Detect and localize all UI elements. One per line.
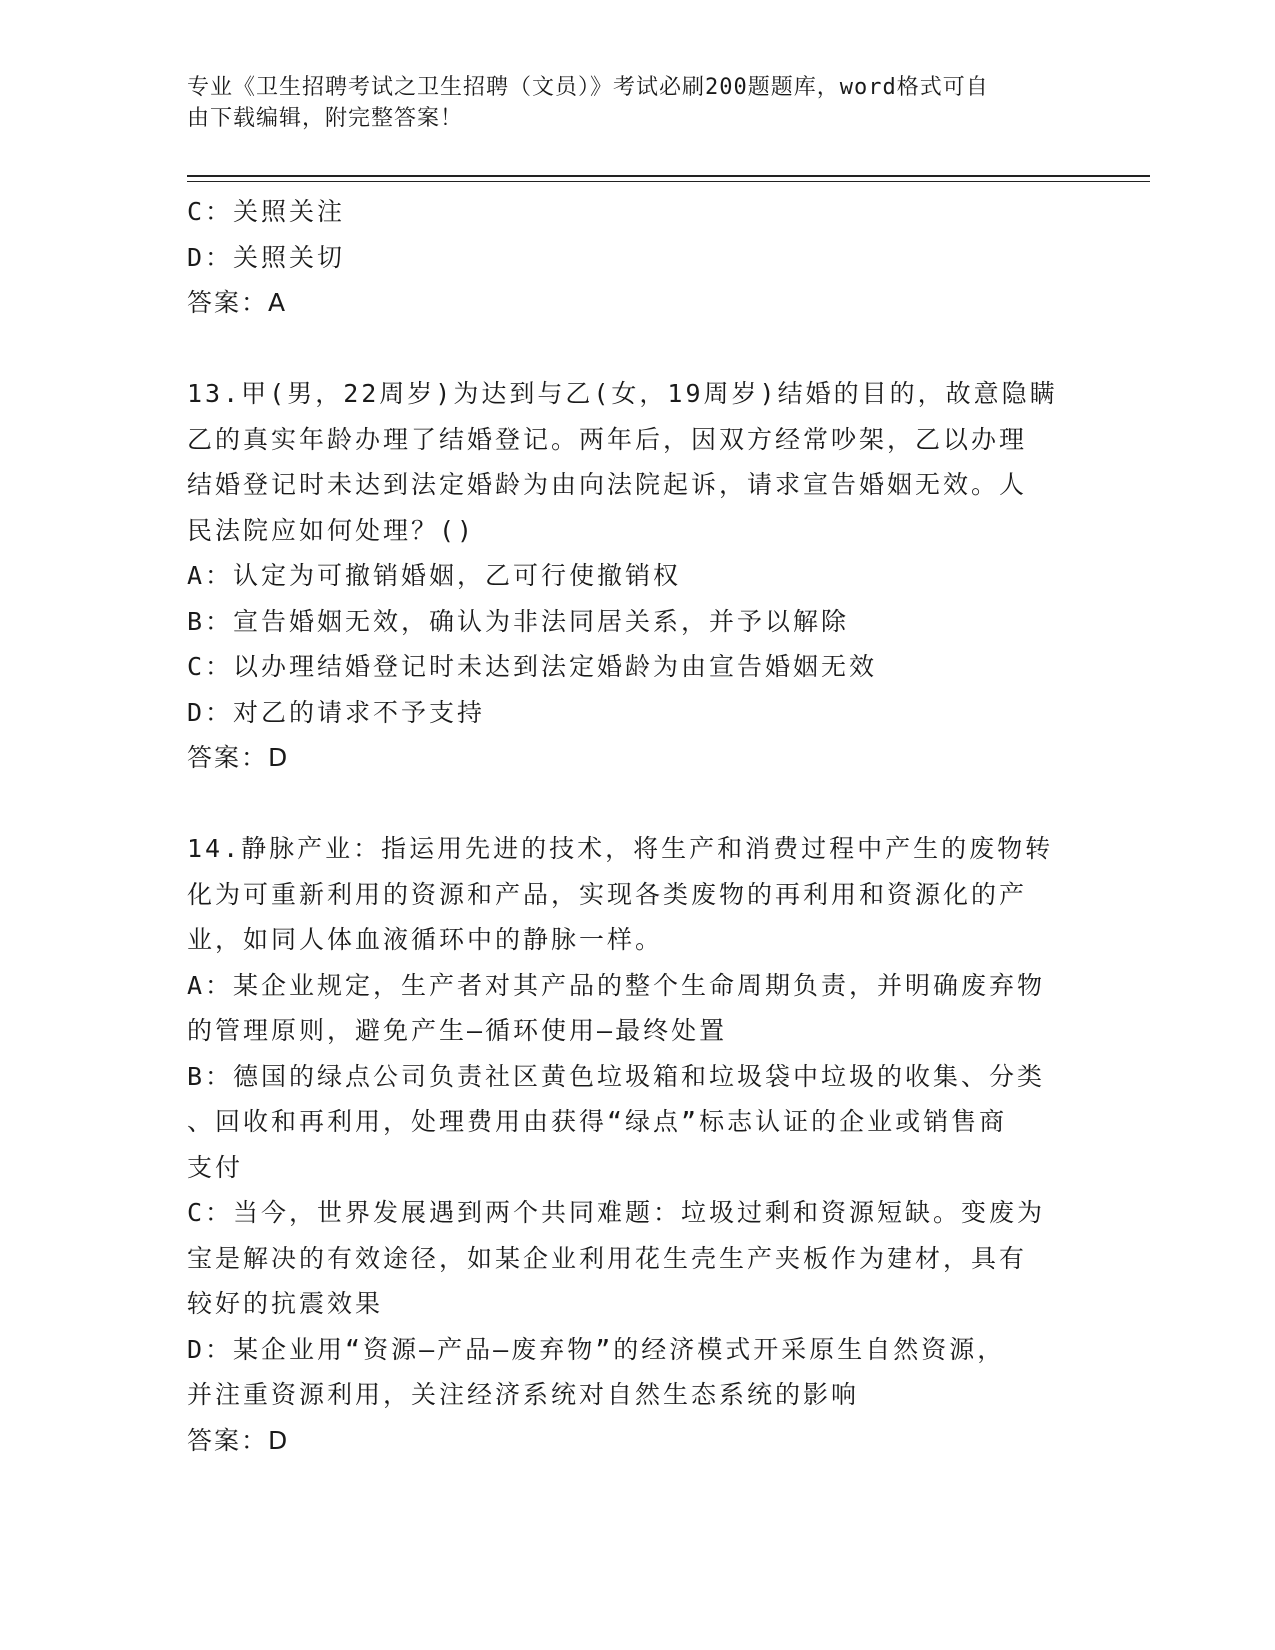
question-stem-line: 业，如同人体血液循环中的静脉一样。 (187, 925, 664, 954)
question-13 (187, 371, 1087, 781)
question-gap (187, 326, 1087, 372)
answer-line: 答案：A (187, 288, 288, 317)
option-d-cont: 并注重资源利用，关注经济系统对自然生态系统的影响 (187, 1380, 860, 1409)
header-line: 由下载编辑，附完整答案！ (187, 106, 464, 131)
question-gap (187, 781, 1087, 827)
question-stem-line: 14.静脉产业：指运用先进的技术，将生产和消费过程中产生的废物转 (187, 834, 1054, 863)
option-c-cont: 较好的抗震效果 (187, 1289, 384, 1318)
page-header (187, 72, 1087, 134)
option-d: D：某企业用“资源—产品—废弃物”的经济模式开采原生自然资源， (187, 1334, 1006, 1364)
option-d: D：关照关切 (187, 242, 346, 272)
option-b-cont: 支付 (187, 1152, 244, 1182)
question-stem-line: 民法院应如何处理？() (187, 515, 476, 545)
option-b: B：宣告婚姻无效，确认为非法同居关系，并予以解除 (187, 606, 850, 636)
option-a: A：认定为可撤销婚姻，乙可行使撤销权 (187, 561, 682, 590)
answer-line: 答案：D (187, 743, 290, 772)
option-a-cont: 的管理原则，避免产生—循环使用—最终处置 (187, 1016, 728, 1045)
header-divider (187, 175, 1150, 177)
question-stem-line: 结婚登记时未达到法定婚龄为由向法院起诉，请求宣告婚姻无效。人 (187, 470, 1028, 499)
option-b-cont: 、回收和再利用，处理费用由获得“绿点”标志认证的企业或销售商 (187, 1107, 1008, 1136)
option-c: C：以办理结婚登记时未达到法定婚龄为由宣告婚姻无效 (187, 652, 878, 681)
question-stem-line: 13.甲(男，22周岁)为达到与乙(女，19周岁)结婚的目的，故意隐瞒 (187, 379, 1058, 408)
question-content (187, 189, 1087, 1463)
header-line: 专业《卫生招聘考试之卫生招聘（文员）》考试必刷200题题库，word格式可自 (187, 75, 989, 100)
question-stem-line: 化为可重新利用的资源和产品，实现各类废物的再利用和资源化的产 (187, 879, 1028, 909)
option-b: B：德国的绿点公司负责社区黄色垃圾箱和垃圾袋中垃圾的收集、分类 (187, 1061, 1046, 1091)
option-d: D：对乙的请求不予支持 (187, 697, 486, 727)
question-14 (187, 826, 1087, 1463)
option-c-cont: 宝是解决的有效途径，如某企业利用花生壳生产夹板作为建材，具有 (187, 1243, 1028, 1273)
option-a: A：某企业规定，生产者对其产品的整个生命周期负责，并明确废弃物 (187, 970, 1046, 1000)
question-stem-line: 乙的真实年龄办理了结婚登记。两年后，因双方经常吵架，乙以办理 (187, 424, 1028, 454)
header-divider-thin (187, 181, 1150, 182)
option-c: C：关照关注 (187, 197, 346, 226)
answer-line: 答案：D (187, 1425, 290, 1455)
question-12-tail (187, 189, 1087, 326)
option-c: C：当今，世界发展遇到两个共同难题：垃圾过剩和资源短缺。变废为 (187, 1198, 1046, 1227)
